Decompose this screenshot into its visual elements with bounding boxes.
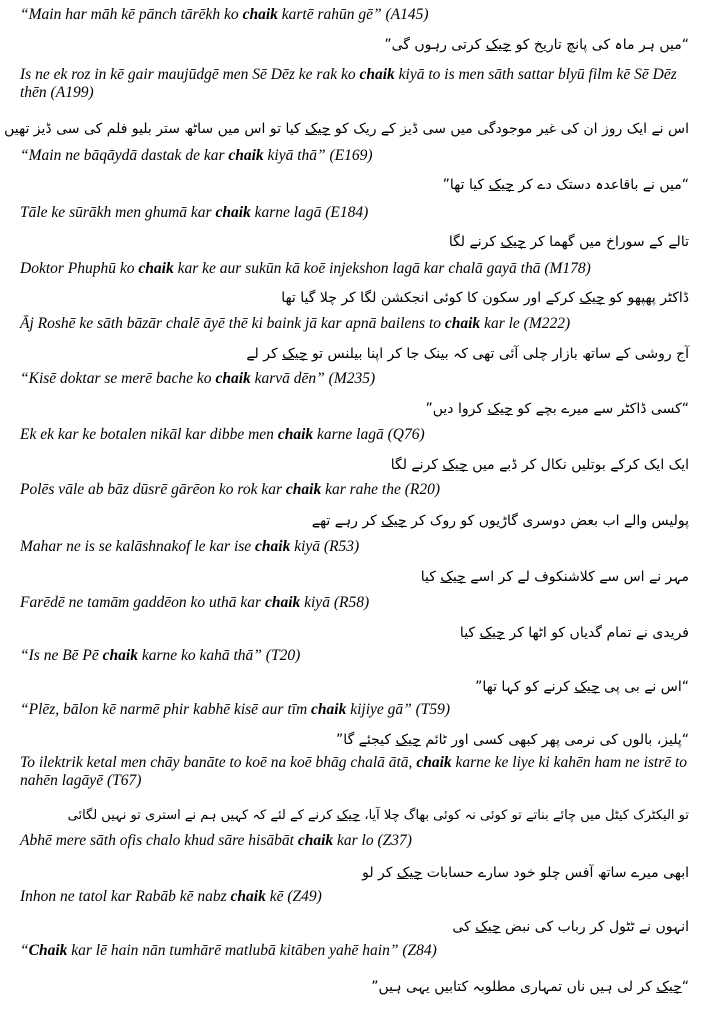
keyword: chaik: [277, 426, 314, 443]
urdu-keyword: چیک: [336, 808, 361, 823]
urdu-keyword: چیک: [475, 919, 501, 935]
urdu-keyword: چیک: [282, 346, 308, 362]
urdu-keyword: چیک: [656, 979, 682, 995]
urdu-line-e169: “میں نے باقاعدہ دستک دے کر چیک کیا تھا”: [442, 177, 689, 193]
urdu-keyword: چیک: [500, 234, 526, 250]
urdu-line-m235: “کسی ڈاکٹر سے میرے بچے کو چیک کروا دیں”: [425, 401, 689, 417]
urdu-line-r53: مہر نے اس سے کلاشنکوف لے کر اسے چیک کیا: [420, 569, 689, 585]
transliteration-line-z84: “Chaik kar lē hain nān tumhārē matlubā kitāben yahē hain” (Z84): [20, 942, 437, 959]
transliteration-line-r58: Farēdē ne tamām gaddēon ko uthā kar chaik kiyā (R58): [20, 594, 370, 611]
keyword: chaik: [255, 538, 291, 555]
urdu-keyword: چیک: [485, 37, 512, 53]
keyword: chaik: [444, 315, 481, 332]
transliteration-line-a145: “Main har māh kē pānch tārēkh ko chaik kartē rahūn gē” (A145): [20, 6, 429, 23]
urdu-line-z84: “چیک کر لی ہیں ناں تمہاری مطلوبہ کتابیں یہی ہیں”: [371, 979, 689, 995]
transliteration-line-a199: Is ne ek roz in kē gair maujūdgē men Sē Dēz ke rak ko chaik kiyā to is men sāth sattar blyū film kē Sē Dēz thēn (A199): [20, 66, 677, 101]
keyword: chaik: [215, 370, 251, 387]
keyword: chaik: [285, 481, 322, 498]
transliteration-line-t59: “Plēz, bālon kē narmē phir kabhē kisē aur tīm chaik kijiye gā” (T59): [20, 701, 451, 718]
keyword: chaik: [264, 594, 301, 611]
transliteration-line-m178: Doktor Phuphū ko chaik kar ke aur sukūn kā koē injekshon lagā kar chalā gayā thā (M178): [20, 260, 591, 277]
urdu-line-r20: پولیس والے اب بعض دوسری گاڑیوں کو روک کر چیک کر رہے تھے: [311, 513, 689, 529]
urdu-line-t20: “اس نے بی پی چیک کرنے کو کہا تھا”: [475, 679, 689, 695]
urdu-keyword: چیک: [440, 569, 466, 585]
urdu-line-q76: ایک ایک کرکے بوتلیں نکال کر ڈبے میں چیک کرنے لگا: [390, 457, 689, 473]
transliteration-line-q76: Ek ek kar ke botalen nikāl kar dibbe men chaik karne lagā (Q76): [20, 426, 425, 443]
transliteration-line-m235: “Kisē doktar se merē bache ko chaik karvā dēn” (M235): [20, 370, 376, 387]
keyword: chaik: [215, 204, 251, 221]
urdu-line-t67: تو الیکٹرک کیٹل میں چائے بناتے تو کوئی نہ کوئی بھاگ چلا آیا، چیک کرنے کے لئے کہ کہیں ہم نے استری تو نہیں لگائی: [67, 808, 689, 823]
transliteration-line-z37: Abhē mere sāth ofis chalo khud sāre hisābāt chaik kar lo (Z37): [20, 832, 412, 849]
keyword: chaik: [138, 260, 174, 277]
urdu-line-r58: فریدی نے تمام گدیاں کو اٹھا کر چیک کیا: [459, 625, 689, 641]
transliteration-line-e169: “Main ne bāqāydā dastak de kar chaik kiyā thā” (E169): [20, 147, 373, 164]
keyword: chaik: [230, 888, 266, 905]
keyword: chaik: [359, 66, 395, 83]
urdu-keyword: چیک: [479, 625, 505, 641]
keyword: chaik: [416, 754, 452, 771]
keyword: chaik: [102, 647, 138, 664]
urdu-keyword: چیک: [487, 401, 513, 417]
urdu-line-a145: “میں ہر ماہ کی پانچ تاریخ کو چیک کرتی رہوں گی”: [384, 37, 689, 53]
urdu-line-e184: تالے کے سوراخ میں گھما کر چیک کرنے لگا: [448, 234, 689, 250]
keyword: chaik: [228, 147, 264, 164]
keyword: chaik: [242, 6, 278, 23]
urdu-keyword: چیک: [395, 732, 421, 748]
urdu-line-z37: ابھی میرے ساتھ آفس چلو خود سارے حسابات چیک کر لو: [362, 865, 689, 881]
transliteration-line-e184: Tāle ke sūrākh men ghumā kar chaik karne lagā (E184): [20, 204, 369, 221]
urdu-keyword: چیک: [381, 513, 407, 529]
urdu-keyword: چیک: [396, 865, 423, 881]
transliteration-line-t67: To ilektrik ketal men chāy banāte to koē na koē bhāg chalā ātā, chaik karne ke liye ki kahēn ham ne istrē to nahēn lagāyē (T67): [20, 754, 688, 789]
transliteration-line-r53: Mahar ne is se kalāshnakof le kar ise chaik kiyā (R53): [20, 538, 360, 555]
urdu-keyword: چیک: [579, 290, 605, 306]
keyword: Chaik: [28, 942, 68, 959]
transliteration-line-m222: Āj Roshē ke sāth bāzār chalē āyē thē ki baink jā kar apnā bailens to chaik kar le (M222): [20, 315, 571, 332]
urdu-line-a199: اس نے ایک روز ان کی غیر موجودگی میں سی ڈیز کے ریک کو چیک کیا تو اس میں ساٹھ ستر بلیو فلم کی سی ڈیز تھیں: [4, 121, 689, 137]
keyword: chaik: [297, 832, 334, 849]
urdu-keyword: چیک: [488, 177, 514, 193]
keyword: chaik: [311, 701, 347, 718]
transliteration-line-t20: “Is ne Bē Pē chaik karne ko kahā thā” (T20): [20, 647, 301, 664]
transliteration-line-r20: Polēs vāle ab bāz dūsrē gārēon ko rok kar chaik kar rahe the (R20): [20, 481, 441, 498]
urdu-line-m222: آج روشی کے ساتھ بازار چلی آئی تھی کہ بینک جا کر اپنا بیلنس تو چیک کر لے: [246, 346, 689, 362]
urdu-line-z49: انہوں نے ٹٹول کر رباب کی نبض چیک کی: [452, 919, 689, 935]
urdu-line-t59: “پلیز، بالوں کی نرمی پھر کبھی کسی اور ٹائم چیک کیجئے گا”: [336, 732, 689, 748]
urdu-line-m178: ڈاکٹر پھپھو کو چیک کرکے اور سکون کا کوئی انجکشن لگا کر چلا گیا تھا: [281, 290, 689, 306]
urdu-keyword: چیک: [442, 457, 468, 473]
transliteration-line-z49: Inhon ne tatol kar Rabāb kē nabz chaik kē (Z49): [20, 888, 322, 905]
urdu-keyword: چیک: [574, 679, 600, 695]
urdu-keyword: چیک: [305, 121, 331, 137]
